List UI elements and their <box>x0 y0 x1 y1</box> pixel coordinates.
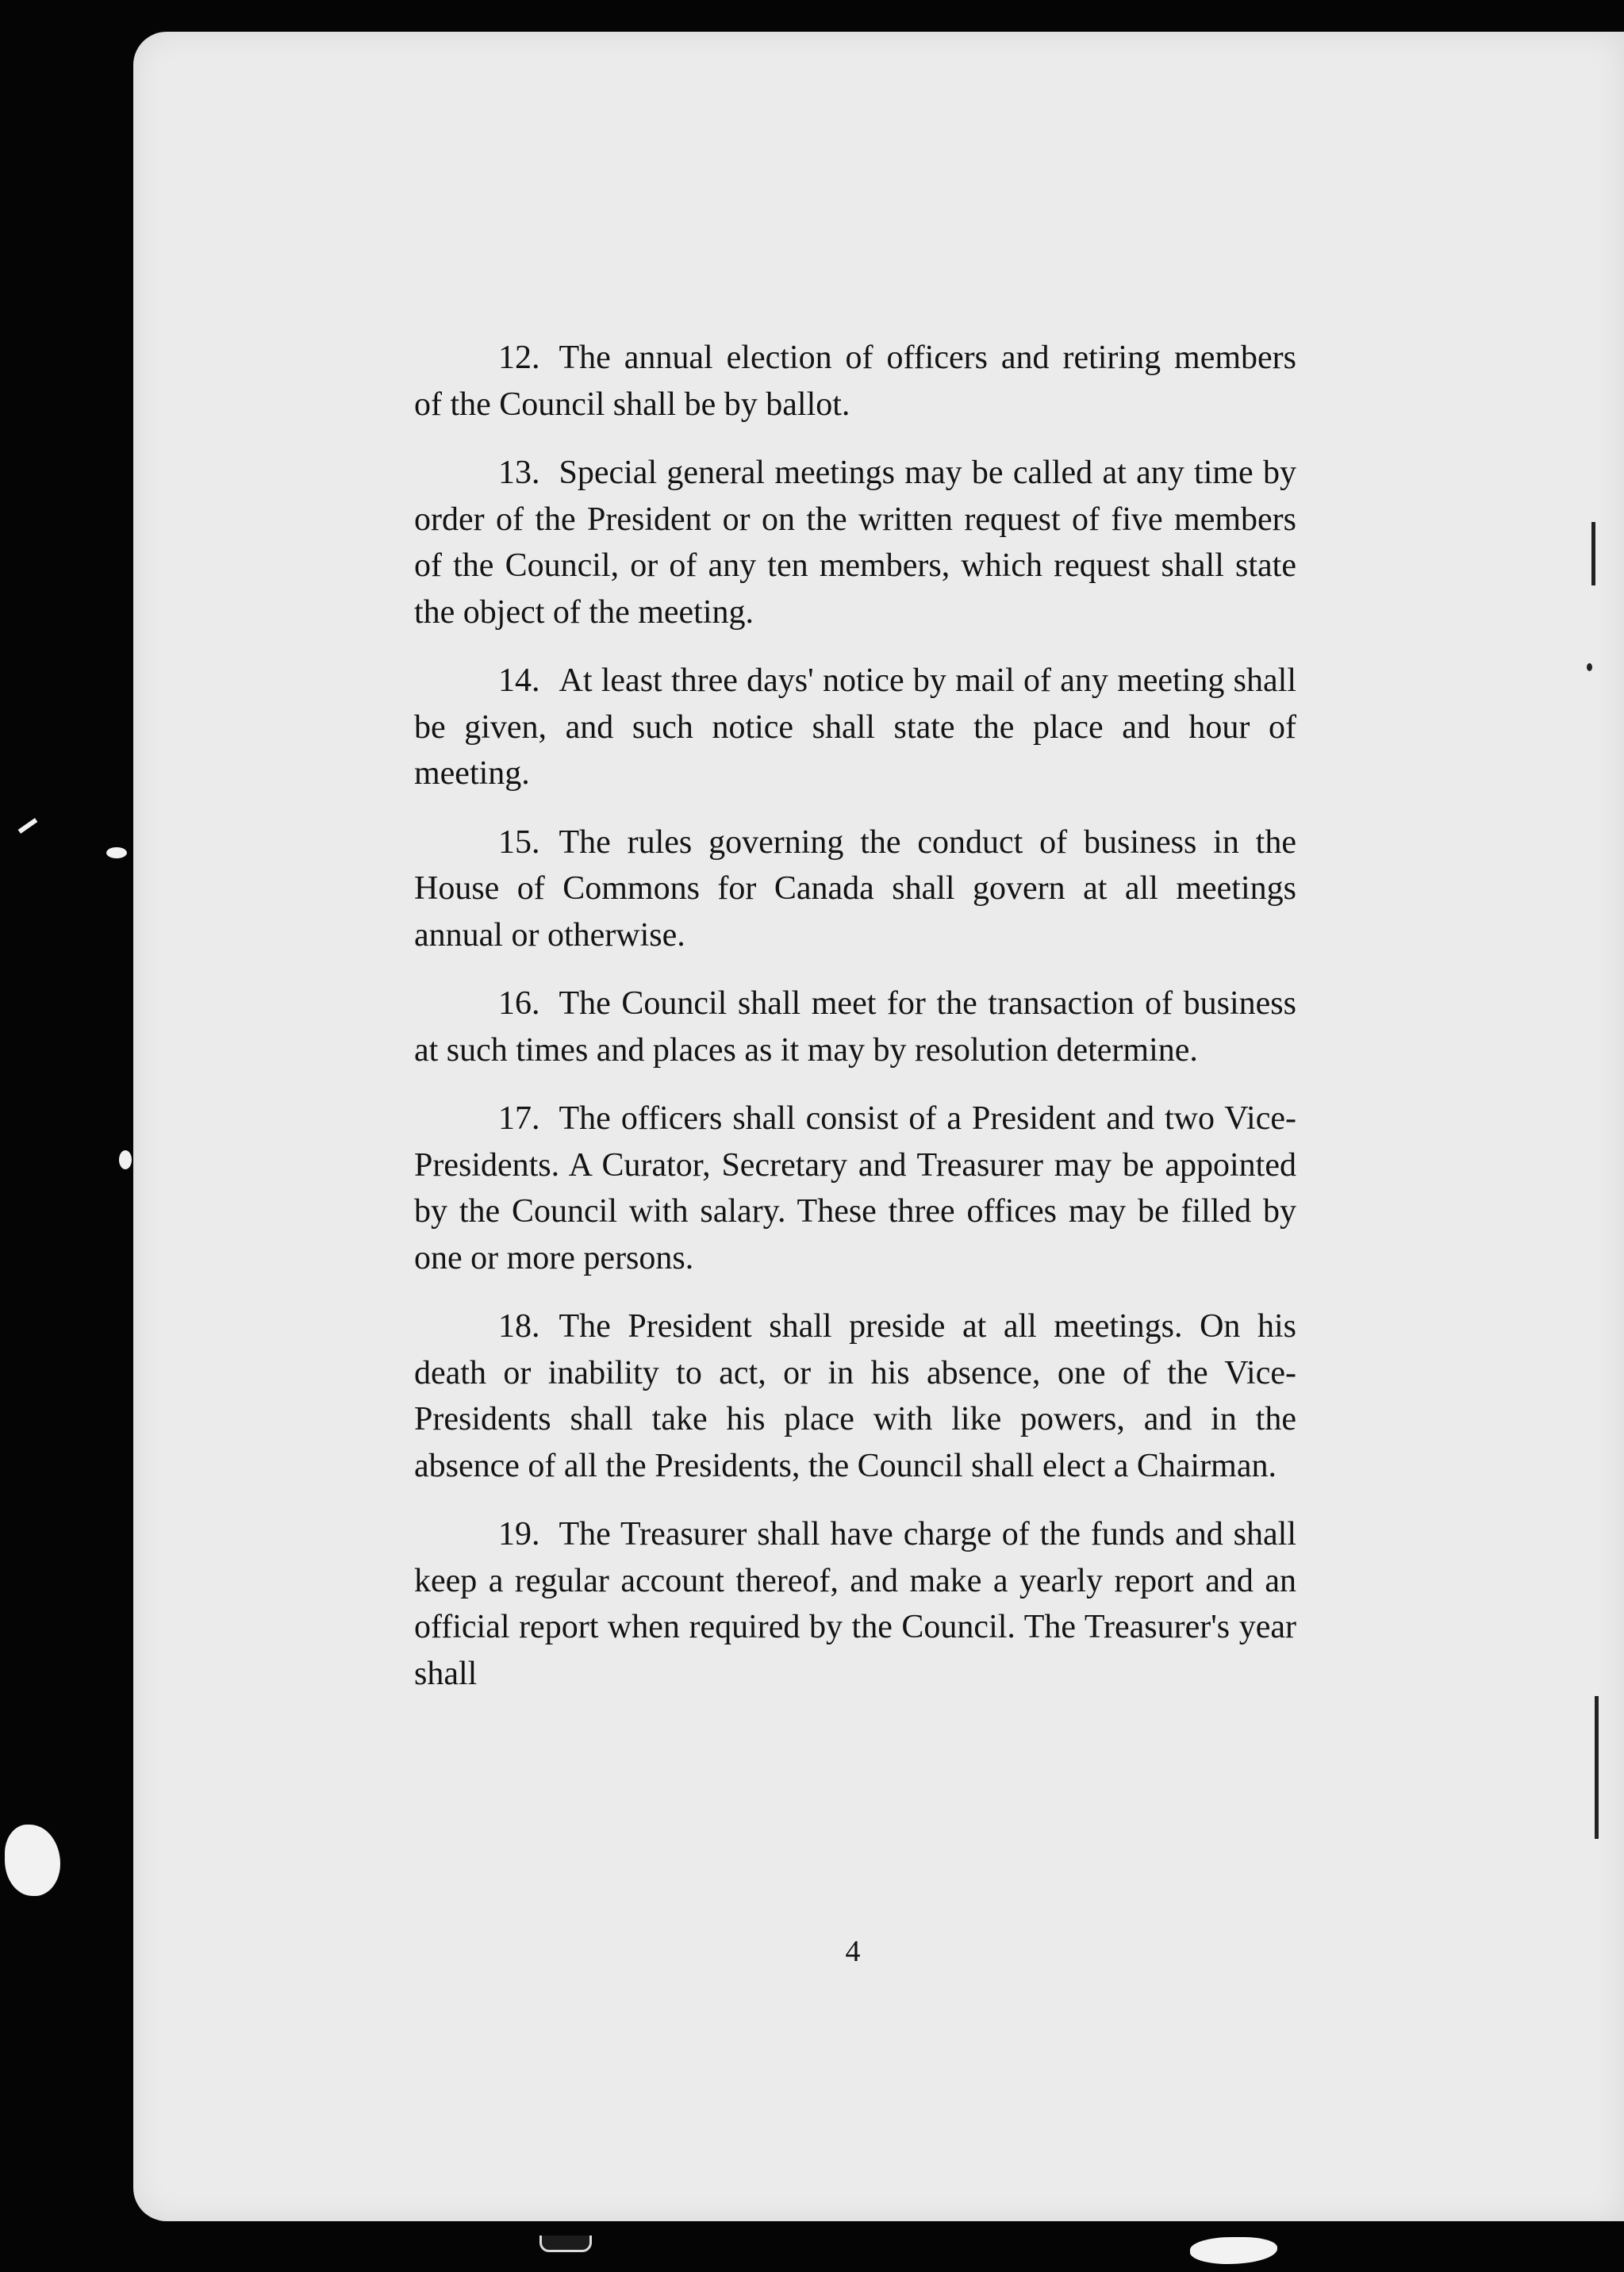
scan-artifact <box>119 1150 132 1169</box>
paragraph-number: 12. <box>498 340 540 376</box>
scan-artifact <box>539 2236 592 2252</box>
paragraph-text: The officers shall consist of a President and two Vice-Presidents. A Curator, Secretary and Treasurer may be appointed by the Council with salary. These three offices may be filled by one or more persons. <box>414 1100 1296 1276</box>
paragraph-number: 15. <box>498 823 540 861</box>
paragraph-text: The Council shall meet for the transaction of business at such times and places as it may by resolution determine. <box>414 985 1296 1069</box>
paragraph-text: The Treasurer shall have charge of the funds and shall keep a regular account thereof, and make a yearly report and an official report when required by the Council. The Treasurer's year shall <box>414 1516 1296 1692</box>
paragraph-text: At least three days' notice by mail of any meeting shall be given, and such notice shall state the place and hour of meeting. <box>414 662 1296 792</box>
paragraph-number: 18. <box>498 1308 540 1345</box>
scan-artifact <box>106 847 127 858</box>
paragraph-number: 17. <box>498 1100 540 1137</box>
paragraph-number: 19. <box>498 1516 540 1552</box>
paragraph-number: 14. <box>498 662 540 699</box>
paragraph-17 <box>414 1096 1296 1281</box>
scan-artifact <box>5 1825 60 1896</box>
paragraph-19 <box>414 1511 1296 1697</box>
scan-artifact <box>18 818 38 834</box>
page-number: 4 <box>845 1935 861 1968</box>
scan-artifact <box>1591 522 1595 585</box>
paragraph-text: Special general meetings may be called at any time by order of the President or on the written request of five members of the Council, or of any ten members, which request shall state the object of the meeting. <box>414 455 1296 631</box>
paragraph-number: 13. <box>498 455 540 491</box>
bylaw-text <box>414 335 1296 1697</box>
paragraph-text: The President shall preside at all meetings. On his death or inability to act, or in his absence, one of the Vice-Presidents shall take his place with like powers, and in the absence of all the Presidents, the Council shall elect a Chairman. <box>414 1308 1296 1484</box>
scan-artifact <box>1190 2237 1277 2264</box>
paragraph-13 <box>414 450 1296 635</box>
paragraph-text: The annual election of officers and retiring members of the Council shall be by ballot. <box>414 340 1296 423</box>
scan-artifact <box>1595 1696 1599 1839</box>
scan-artifact <box>1587 663 1592 671</box>
paragraph-14 <box>414 658 1296 797</box>
paragraph-12 <box>414 335 1296 428</box>
paragraph-text: The rules governing the conduct of business in the House of Commons for Canada shall govern at all meetings annual or otherwise. <box>414 823 1296 954</box>
paragraph-number: 16. <box>498 985 540 1022</box>
paragraph-18 <box>414 1303 1296 1489</box>
paragraph-16 <box>414 981 1296 1073</box>
paragraph-15 <box>414 819 1296 959</box>
